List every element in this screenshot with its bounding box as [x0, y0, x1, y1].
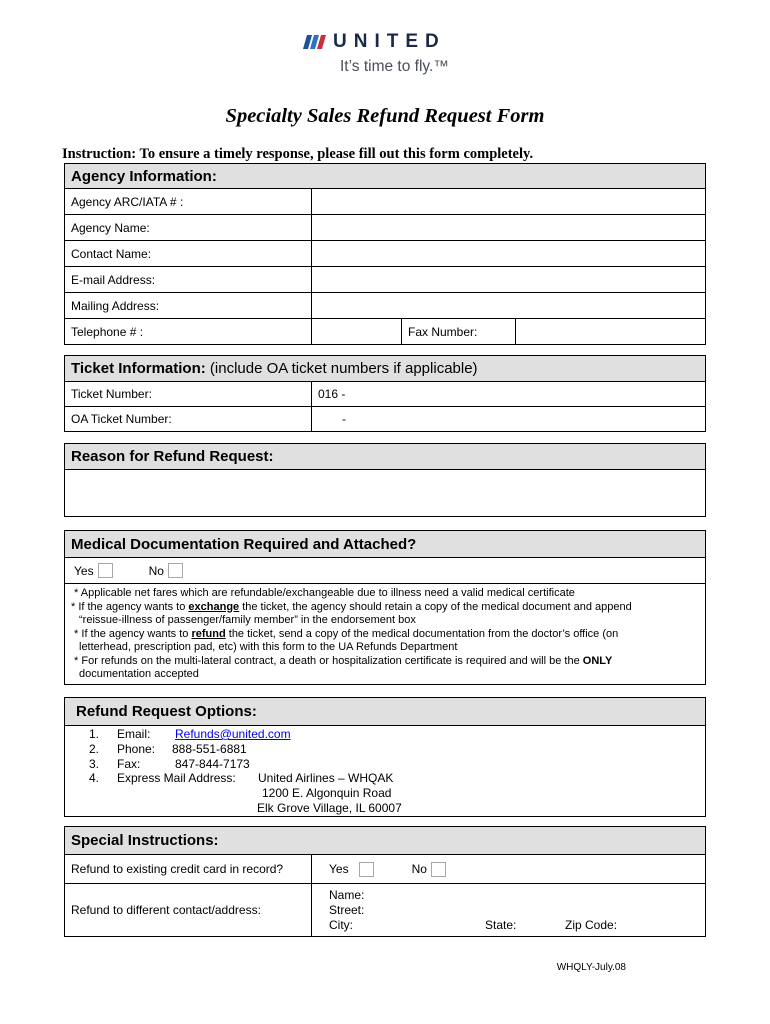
contact-state-field[interactable]: State: — [485, 917, 517, 932]
phone-fax-row — [65, 319, 705, 344]
form-code: WHQLY-July.08 — [556, 962, 626, 973]
fax-label: Fax Number: — [402, 319, 516, 344]
medical-section — [64, 530, 706, 685]
agency-header: Agency Information: — [65, 164, 705, 189]
ticket-number-label: Ticket Number: — [65, 382, 312, 406]
ticket-section — [64, 355, 706, 432]
email-row — [65, 267, 705, 293]
contact-city-field[interactable]: City: — [329, 917, 353, 932]
agency-name-label: Agency Name: — [65, 215, 312, 240]
agency-arc-label: Agency ARC/IATA # : — [65, 189, 312, 214]
credit-yes-checkbox[interactable] — [359, 862, 374, 877]
email-input[interactable] — [312, 267, 705, 292]
medical-notes — [65, 584, 705, 684]
medical-note-4b: documentation accepted — [79, 668, 199, 680]
different-contact-row — [65, 884, 705, 936]
oa-ticket-row — [65, 407, 705, 431]
oa-ticket-label: OA Ticket Number: — [65, 407, 312, 431]
page-title: Specialty Sales Refund Request Form — [225, 105, 545, 127]
agency-name-row — [65, 215, 705, 241]
logo-tagline: It’s time to fly.™ — [340, 58, 449, 75]
options-list — [65, 726, 705, 816]
options-section — [64, 697, 706, 817]
united-logo — [303, 30, 461, 80]
ticket-number-row — [65, 382, 705, 407]
medical-note-2b: “reissue-illness of passenger/family member” in the endorsement box — [79, 614, 416, 626]
medical-note-3: * If the agency wants to refund the ticket, send a copy of the medical documentation from the doctor’s office (on — [71, 627, 619, 640]
contact-name-label: Contact Name: — [65, 241, 312, 266]
credit-card-label: Refund to existing credit card in record? — [65, 855, 312, 883]
reason-section — [64, 443, 706, 517]
medical-yes-no-row — [65, 558, 705, 584]
special-header: Special Instructions: — [65, 827, 705, 855]
medical-yes-label: Yes — [74, 563, 94, 578]
ticket-header-note: (include OA ticket numbers if applicable) — [205, 360, 478, 377]
credit-yes-label: Yes — [329, 862, 349, 876]
refunds-email-link[interactable]: Refunds@united.com — [175, 727, 291, 741]
credit-card-options — [312, 855, 705, 883]
option-mail-line2: 1200 E. Algonquin Road — [262, 786, 392, 801]
telephone-input[interactable] — [312, 319, 402, 344]
mailing-address-input[interactable] — [312, 293, 705, 318]
ticket-header-title: Ticket Information: — [71, 360, 206, 377]
fax-input[interactable] — [516, 319, 705, 344]
medical-no-option[interactable] — [119, 558, 189, 583]
ticket-header — [65, 356, 705, 382]
contact-zip-field[interactable]: Zip Code: — [565, 917, 618, 932]
special-section — [64, 826, 706, 937]
logo-wordmark: UNITED — [333, 31, 446, 52]
medical-note-1: * Applicable net fares which are refundable/exchangeable due to illness need a valid medical certificate — [71, 587, 575, 599]
reason-header: Reason for Refund Request: — [65, 444, 705, 470]
agency-section — [64, 163, 706, 345]
medical-note-2: * If the agency wants to exchange the ticket, the agency should retain a copy of the medical document and append — [71, 600, 632, 613]
option-mail: 4. Express Mail Address: United Airlines – WHQAK — [89, 771, 394, 786]
form-instruction: Instruction: To ensure a timely response, please fill out this form completely. — [62, 146, 534, 162]
medical-yes-option[interactable] — [65, 558, 119, 583]
different-contact-label: Refund to different contact/address: — [65, 884, 312, 936]
credit-no-label: No — [411, 862, 427, 876]
united-tulip-icon — [303, 35, 329, 49]
contact-name-input[interactable] — [312, 241, 705, 266]
contact-street-field[interactable]: Street: — [329, 902, 365, 917]
credit-no-checkbox[interactable] — [431, 862, 446, 877]
medical-yes-checkbox[interactable] — [98, 563, 113, 578]
option-email: 1. Email: Refunds@united.com — [89, 727, 291, 741]
agency-arc-input[interactable] — [312, 189, 705, 214]
oa-ticket-input[interactable]: - — [342, 412, 346, 426]
agency-arc-row — [65, 189, 705, 215]
options-header: Refund Request Options: — [65, 698, 705, 726]
medical-no-label: No — [148, 563, 164, 578]
option-phone: 2. Phone: 888-551-6881 — [89, 741, 247, 756]
agency-name-input[interactable] — [312, 215, 705, 240]
ticket-number-input[interactable]: 016 - — [318, 387, 346, 401]
option-fax: 3. Fax: 847-844-7173 — [89, 756, 250, 771]
medical-no-checkbox[interactable] — [168, 563, 183, 578]
contact-name-row — [65, 241, 705, 267]
mailing-address-row — [65, 293, 705, 319]
different-contact-fields — [312, 884, 705, 936]
telephone-label: Telephone # : — [65, 319, 312, 344]
credit-card-row — [65, 855, 705, 884]
email-label: E-mail Address: — [65, 267, 312, 292]
option-mail-line3: Elk Grove Village, IL 60007 — [257, 800, 402, 815]
medical-note-3b: letterhead, prescription pad, etc) with this form to the UA Refunds Department — [79, 641, 458, 653]
mailing-address-label: Mailing Address: — [65, 293, 312, 318]
reason-input[interactable] — [65, 470, 705, 516]
medical-header: Medical Documentation Required and Attached? — [65, 531, 705, 558]
contact-name-field[interactable]: Name: — [329, 887, 365, 902]
medical-note-4: * For refunds on the multi-lateral contract, a death or hospitalization certificate is required and will be the ONLY — [71, 654, 613, 667]
